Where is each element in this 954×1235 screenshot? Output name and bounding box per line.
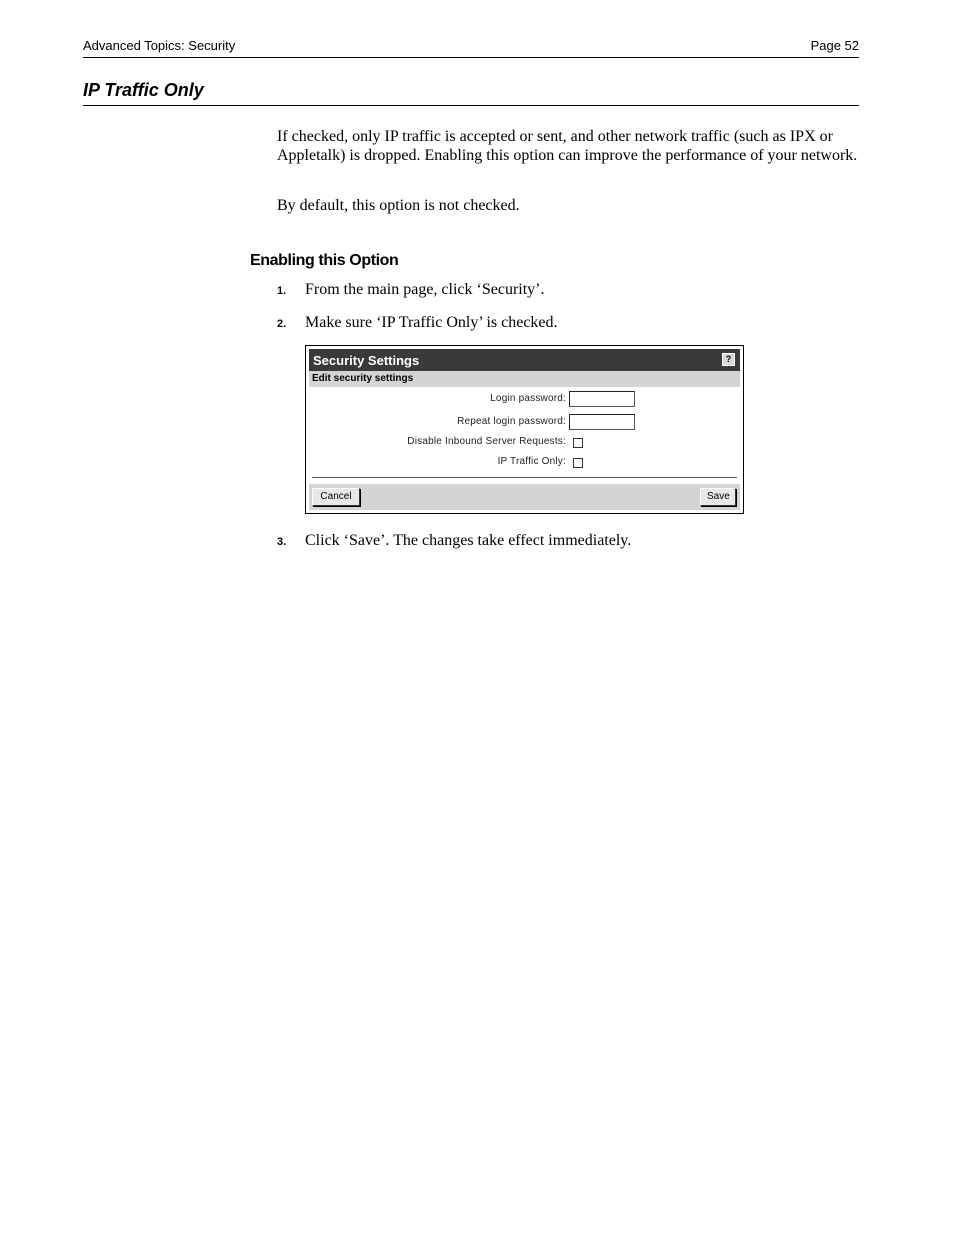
step-text: From the main page, click ‘Security’. [305,281,545,298]
panel-divider [312,477,737,478]
description-paragraph: If checked, only IP traffic is accepted or sent, and other network traffic (such as IPX or Appletalk) is dropped. Enabling this option can improve the performance of your network. [277,128,858,164]
ip-traffic-only-label: IP Traffic Only: [497,456,566,467]
panel-footer [309,484,740,510]
disable-inbound-label: Disable Inbound Server Requests: [407,436,566,447]
security-settings-panel [305,345,744,514]
repeat-password-label: Repeat login password: [457,416,566,427]
step-number: 2. [277,318,287,330]
login-password-label: Login password: [490,393,566,404]
section-title: IP Traffic Only [83,80,859,106]
cancel-button[interactable]: Cancel [312,488,360,506]
running-header [83,38,859,58]
procedure-heading: Enabling this Option [250,252,399,269]
ip-traffic-only-checkbox[interactable] [573,458,583,468]
disable-inbound-checkbox[interactable] [573,438,583,448]
step-text: Make sure ‘IP Traffic Only’ is checked. [305,314,558,331]
chapter-title: Advanced Topics: Security [83,38,236,53]
panel-subtitle: Edit security settings [312,373,414,384]
step-text: Click ‘Save’. The changes take effect immediately. [305,532,632,549]
help-icon[interactable]: ? [722,353,735,366]
repeat-password-input[interactable] [569,414,635,430]
step-number: 1. [277,285,287,297]
panel-title: Security Settings [313,353,420,368]
save-button[interactable]: Save [700,488,736,506]
step-number: 3. [277,536,287,548]
login-password-input[interactable] [569,391,635,407]
panel-subtitle-bar [309,371,740,387]
default-paragraph: By default, this option is not checked. [277,197,520,214]
panel-titlebar [309,349,740,371]
page-number: Page 52 [810,38,859,53]
